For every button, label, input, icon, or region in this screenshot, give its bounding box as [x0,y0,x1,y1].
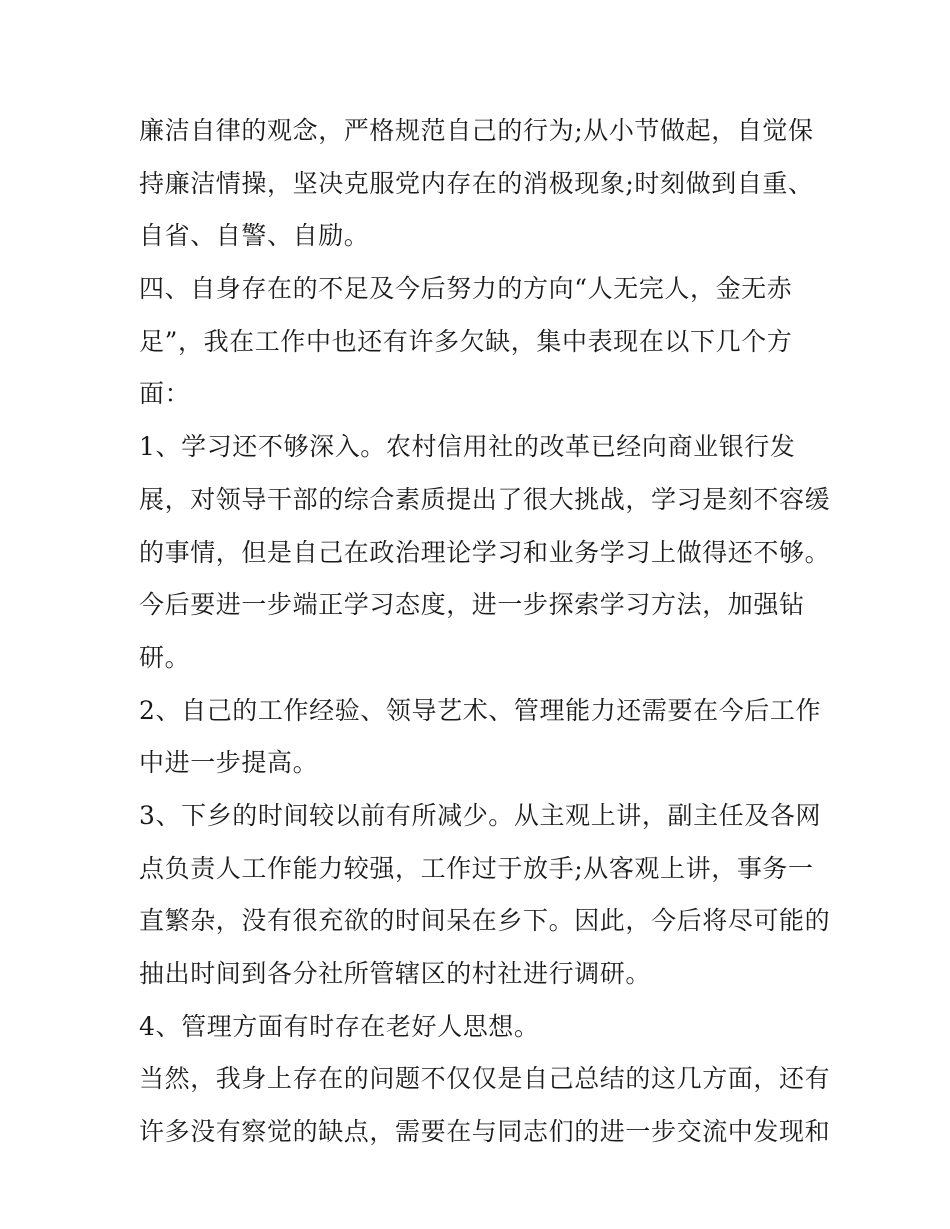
text-line: 点负责人工作能力较强，工作过于放手;从客观上讲，事务一 [139,853,814,883]
list-item-4-line: 4、管理方面有时存在老好人思想。 [139,1011,540,1041]
list-item-3-line: 3、下乡的时间较以前有所减少。从主观上讲，副主任及各网 [139,800,822,830]
text-line: 面： [139,379,191,409]
text-line: 直繁杂，没有很充欲的时间呆在乡下。因此，今后将尽可能的 [139,906,831,936]
text-line: 廉洁自律的观念，严格规范自己的行为;从小节做起，自觉保 [139,116,814,145]
text-line: 中进一步提高。 [139,748,319,778]
text-line: 当然，我身上存在的问题不仅仅是自己总结的这几方面，还有 [139,1064,831,1094]
text-line: 自省、自警、自励。 [139,221,370,251]
list-item-1-line: 1、学习还不够深入。农村信用社的改革已经向商业银行发 [139,432,796,462]
text-line: 研。 [139,642,191,672]
text-line: 今后要进一步端正学习态度，进一步探索学习方法，加强钻 [139,590,805,620]
text-line: 许多没有察觉的缺点，需要在与同志们的进一步交流中发现和 [139,1117,831,1147]
text-line: 足”，我在工作中也还有许多欠缺，集中表现在以下几个方 [139,326,793,356]
text-line: 抽出时间到各分社所管辖区的村社进行调研。 [139,959,652,988]
text-line: 展，对领导干部的综合素质提出了很大挑战，学习是刻不容缓 [139,484,831,514]
section-heading-line: 四、自身存在的不足及今后努力的方向“人无完人，金无赤 [139,274,793,304]
text-line: 持廉洁情操，坚决克服党内存在的消极现象;时刻做到自重、 [139,168,814,198]
text-line: 的事情，但是自己在政治理论学习和业务学习上做得还不够。 [139,537,831,567]
list-item-2-line: 2、自己的工作经验、领导艺术、管理能力还需要在今后工作 [139,695,822,725]
body-text [139,112,831,1166]
